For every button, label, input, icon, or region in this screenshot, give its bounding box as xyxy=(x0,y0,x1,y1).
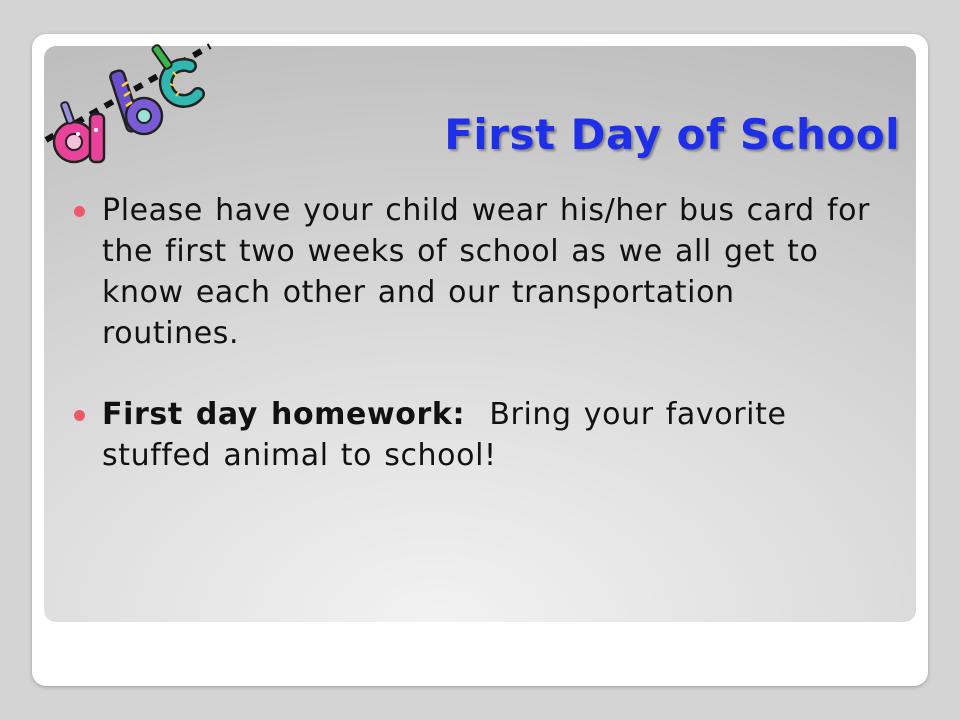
bullet-marker-icon xyxy=(74,206,85,217)
letter-c-icon xyxy=(166,65,198,101)
abc-letters-clipart-icon xyxy=(40,40,215,180)
bullet-item xyxy=(74,394,874,476)
bullet-lead: First day homework: xyxy=(102,397,466,432)
bullet-item xyxy=(74,190,874,354)
bullet-text: Please have your child wear his/her bus card for the first two weeks of school as we all get to know each other and our transportation routines. xyxy=(102,193,870,351)
bullet-list xyxy=(74,190,874,476)
bullet-marker-icon xyxy=(74,410,85,421)
slide-title: First Day of School xyxy=(444,110,900,159)
bullet-text: Bring your favorite stuffed animal to school! xyxy=(102,397,799,473)
